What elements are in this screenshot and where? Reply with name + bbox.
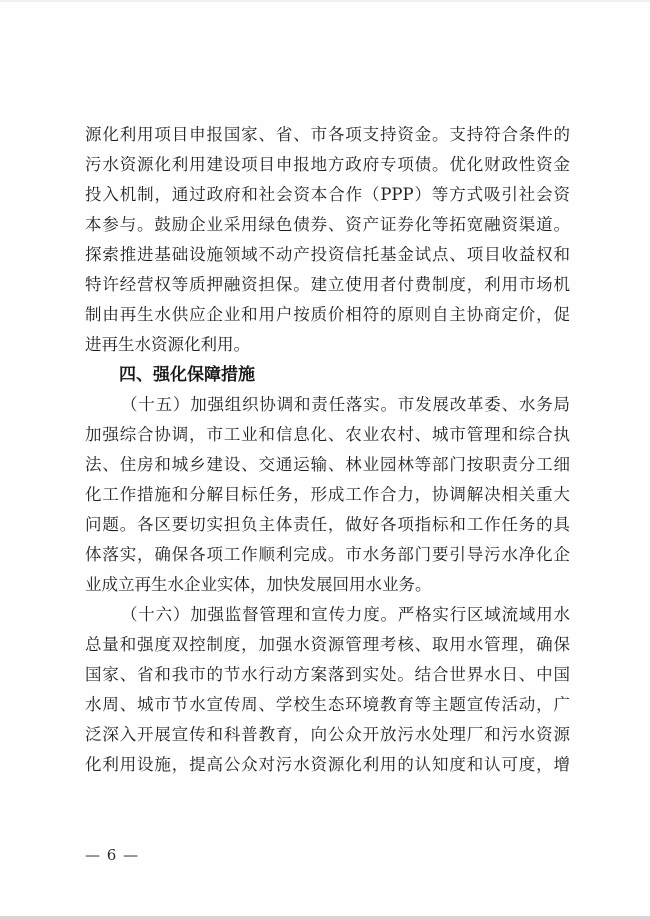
text-line: 化利用设施，提高公众对污水资源化利用的认知度和认可度，增 — [85, 755, 570, 774]
text-line: 源化利用项目申报国家、省、市各项支持资金。支持符合条件的 — [85, 125, 570, 144]
text-line: 泛深入开展宣传和科普教育，向公众开放污水处理厂和污水资源 — [85, 725, 570, 744]
section-heading: 四、强化保障措施 — [119, 365, 255, 385]
text-line: 制由再生水供应企业和用户按质价相符的原则自主协商定价，促 — [85, 305, 570, 324]
text-line: 法、住房和城乡建设、交通运输、林业园林等部门按职责分工细 — [85, 455, 570, 474]
text-line: 本参与。鼓励企业采用绿色债券、资产证券化等拓宽融资渠道。 — [85, 215, 570, 234]
page-number: — 6 — — [85, 846, 140, 864]
text-line: 总量和强度双控制度，加强水资源管理考核、取用水管理，确保 — [85, 635, 570, 654]
text-line: 投入机制，通过政府和社会资本合作（PPP）等方式吸引社会资 — [85, 185, 570, 204]
text-line: 化工作措施和分解目标任务，形成工作合力，协调解决相关重大 — [85, 485, 570, 504]
text-line: 加强综合协调，市工业和信息化、农业农村、城市管理和综合执 — [85, 425, 570, 444]
text-line: 业成立再生水企业实体，加快发展回用水业务。 — [85, 575, 432, 594]
text-line: 特许经营权等质押融资担保。建立使用者付费制度，利用市场机 — [85, 275, 570, 294]
text-line: 国家、省和我市的节水行动方案落到实处。结合世界水日、中国 — [85, 665, 570, 684]
text-line: 问题。各区要切实担负主体责任，做好各项指标和工作任务的具 — [85, 515, 570, 534]
text-line: （十五）加强组织协调和责任落实。市发展改革委、水务局 — [121, 395, 570, 414]
text-line: 进再生水资源化利用。 — [85, 335, 250, 354]
text-line: 探索推进基础设施领域不动产投资信托基金试点、项目收益权和 — [85, 245, 570, 264]
page-footer — [85, 845, 139, 865]
text-line: 体落实，确保各项工作顺利完成。市水务部门要引导污水净化企 — [85, 545, 570, 564]
text-line: 污水资源化利用建设项目申报地方政府专项债。优化财政性资金 — [85, 155, 570, 174]
text-line: 水周、城市节水宣传周、学校生态环境教育等主题宣传活动，广 — [85, 695, 570, 714]
document-body — [85, 120, 570, 780]
text-line: （十六）加强监督管理和宣传力度。严格实行区域流域用水 — [121, 605, 570, 624]
